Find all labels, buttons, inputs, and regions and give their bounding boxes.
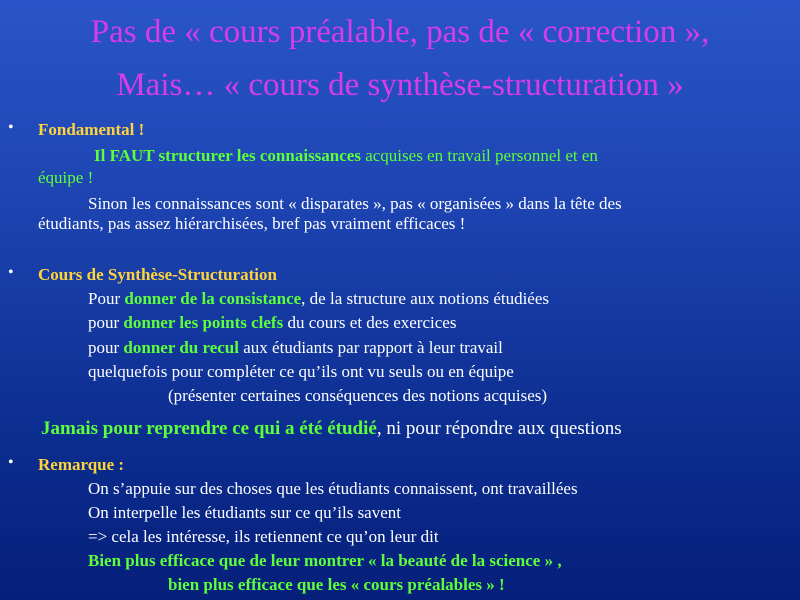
section2-heading: Cours de Synthèse-Structuration: [38, 265, 277, 284]
section2-line4: quelquefois pour compléter ce qu’ils ont vu seuls ou en équipe: [88, 362, 514, 381]
section2-line2-a: pour: [88, 313, 124, 332]
bullet-3: •: [8, 454, 14, 471]
section2-line1: [88, 290, 549, 307]
section1-p1-bold: Il FAUT structurer les connaissances: [94, 146, 361, 165]
section2-line3-highlight: donner du recul: [123, 338, 239, 357]
section2-line1-highlight: donner de la consistance: [124, 289, 302, 308]
jamais-rest: , ni pour répondre aux questions: [376, 418, 622, 439]
bullet-1: •: [8, 119, 14, 136]
section2-line3: [88, 339, 503, 356]
section2-line2: [88, 314, 456, 331]
section3-heading: Remarque :: [38, 455, 125, 474]
section2-line2-highlight: donner les points clefs: [123, 313, 284, 332]
slide-title-line2: Mais… « cours de synthèse-structuration »: [116, 67, 684, 103]
section3-line2: On interpelle les étudiants sur ce qu’ils savent: [88, 503, 401, 522]
section2-line2-c: du cours et des exercices: [283, 313, 457, 332]
section2-line3-a: pour: [88, 338, 124, 357]
section1-p1-rest: acquises en travail personnel et en: [360, 146, 598, 165]
section1-heading: Fondamental !: [38, 120, 145, 139]
bullet-2: •: [8, 264, 14, 281]
jamais-line: [41, 419, 622, 438]
section2-line1-a: Pour: [88, 289, 125, 308]
section1-p1-line1: [94, 147, 598, 164]
section1-p2-line2: étudiants, pas assez hiérarchisées, bref pas vraiment efficaces !: [38, 214, 466, 233]
section2-line1-c: , de la structure aux notions étudiées: [301, 289, 550, 308]
section2-line5: (présenter certaines conséquences des notions acquises): [168, 386, 548, 405]
section1-p2-line1: Sinon les connaissances sont « disparates », pas « organisées » dans la tête des: [88, 194, 622, 213]
section3-line4: Bien plus efficace que de leur montrer « la beauté de la science » ,: [88, 551, 562, 570]
section3-line5: bien plus efficace que les « cours préalables » !: [168, 575, 505, 594]
section3-line3: => cela les intéresse, ils retiennent ce qu’on leur dit: [88, 527, 439, 546]
slide-title-line1: Pas de « cours préalable, pas de « correction »,: [90, 14, 710, 50]
section3-line1: On s’appuie sur des choses que les étudiants connaissent, ont travaillées: [88, 479, 578, 498]
section2-line3-c: aux étudiants par rapport à leur travail: [239, 338, 503, 357]
jamais-highlight: Jamais pour reprendre ce qui a été étudié: [41, 418, 377, 439]
section1-p1-line2: équipe !: [38, 168, 94, 187]
